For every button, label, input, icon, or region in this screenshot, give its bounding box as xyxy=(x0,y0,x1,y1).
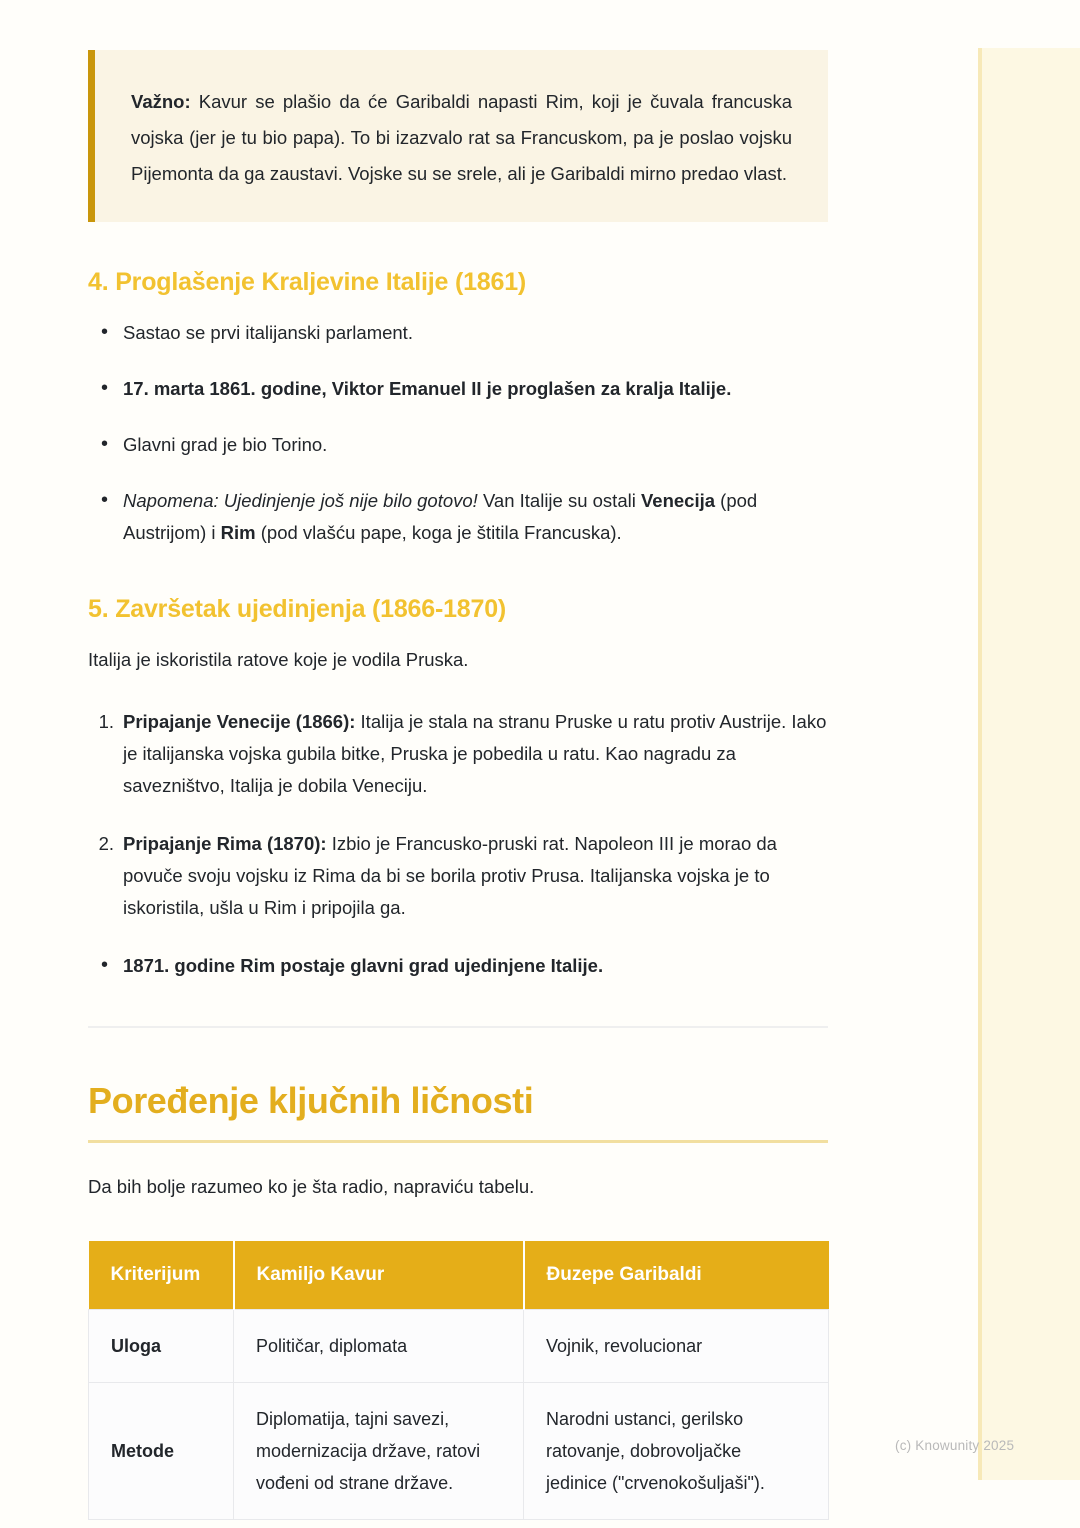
bullet-note-bold-rim: Rim xyxy=(220,522,256,543)
copyright-watermark: (c) Knowunity 2025 xyxy=(895,1438,1015,1453)
section-5-ordered-list xyxy=(88,706,828,924)
bullet-note-mid: Van Italije su ostali xyxy=(477,490,641,511)
document-content xyxy=(88,50,828,1520)
section-heading-4: 4. Proglašenje Kraljevine Italije (1861) xyxy=(88,268,527,296)
table-row xyxy=(89,1383,829,1520)
callout-text xyxy=(131,84,792,192)
list-item xyxy=(88,828,828,924)
ordered-item-title: Pripajanje Venecije (1866): xyxy=(123,711,356,732)
callout-body: Kavur se plašio da će Garibaldi napasti Rim, koji je čuvala francuska vojska (jer je tu bio papa). To bi izazvalo rat sa Francuskom, pa je poslao vojsku Pijemonta da ga zaustavi. Vojske su se srele, ali je Garibaldi mirno predao vlast. xyxy=(131,91,792,184)
bullet-text: Sastao se prvi italijanski parlament. xyxy=(123,322,413,343)
bullet-note-italic: Napomena: Ujedinjenje još nije bilo gotovo! xyxy=(123,490,478,511)
list-item xyxy=(88,485,828,549)
comparison-lead-text: Da bih bolje razumeo ko je šta radio, napraviću tabelu. xyxy=(88,1176,535,1197)
bullet-note-tail: (pod vlašću pape, koga je štitila Francuska). xyxy=(255,522,622,543)
ordered-item-text: Italija je stala na stranu Pruske u ratu protiv Austrije. Iako je italijanska vojska gubila bitke, Pruska je pobedila u ratu. Kao nagradu za savezništvo, Italija je dobila Veneciju. xyxy=(123,711,827,796)
bullet-text-bold: 1871. godine Rim postaje glavni grad ujedinjene Italije. xyxy=(123,955,604,976)
page-edge-band xyxy=(978,48,1080,1480)
table-cell-criterion: Uloga xyxy=(89,1310,234,1383)
bullet-note-mid2: (pod Austrijom) i xyxy=(123,490,758,543)
list-item xyxy=(88,373,828,405)
table-cell-garibaldi: Narodni ustanci, gerilsko ratovanje, dobrovoljačke jedinice ("crvenokošuljaši"). xyxy=(524,1383,829,1520)
important-callout xyxy=(88,50,828,222)
table-cell-garibaldi: Vojnik, revolucionar xyxy=(524,1310,829,1383)
ordered-item-text: Izbio je Francusko-pruski rat. Napoleon III je morao da povuče svoju vojsku iz Rima da bi se borila protiv Prusa. Italijanska vojska je to iskoristila, ušla u Rim i pripojila ga. xyxy=(123,833,777,918)
ordered-item-title: Pripajanje Rima (1870): xyxy=(123,833,327,854)
table-header-criterion: Kriterijum xyxy=(89,1241,234,1310)
section-5-final-bullet-list xyxy=(88,950,828,982)
section-heading-5: 5. Završetak ujedinjenja (1866-1870) xyxy=(88,595,507,623)
list-item xyxy=(88,950,828,982)
bullet-text: Glavni grad je bio Torino. xyxy=(123,434,328,455)
section-divider xyxy=(88,1026,828,1028)
list-item xyxy=(88,317,828,349)
section-4-bullet-list xyxy=(88,317,828,549)
list-item xyxy=(88,429,828,461)
table-header-garibaldi: Đuzepe Garibaldi xyxy=(524,1241,829,1310)
list-item xyxy=(88,706,828,802)
table-header-cavour: Kamiljo Kavur xyxy=(234,1241,524,1310)
bullet-text-bold: 17. marta 1861. godine, Viktor Emanuel II je proglašen za kralja Italije. xyxy=(123,378,732,399)
table-header-row xyxy=(89,1241,829,1310)
table-cell-cavour: Političar, diplomata xyxy=(234,1310,524,1383)
bullet-note-bold-venecija: Venecija xyxy=(640,490,716,511)
title-underline xyxy=(88,1140,828,1143)
callout-label: Važno: xyxy=(131,91,191,112)
table-cell-criterion: Metode xyxy=(89,1383,234,1520)
section-5-intro: Italija je iskoristila ratove koje je vodila Pruska. xyxy=(88,649,469,670)
table-cell-cavour: Diplomatija, tajni savezi, modernizacija države, ratovi vođeni od strane države. xyxy=(234,1383,524,1520)
page-title: Poređenje ključnih ličnosti xyxy=(88,1080,534,1121)
comparison-table xyxy=(88,1241,829,1520)
table-row xyxy=(89,1310,829,1383)
